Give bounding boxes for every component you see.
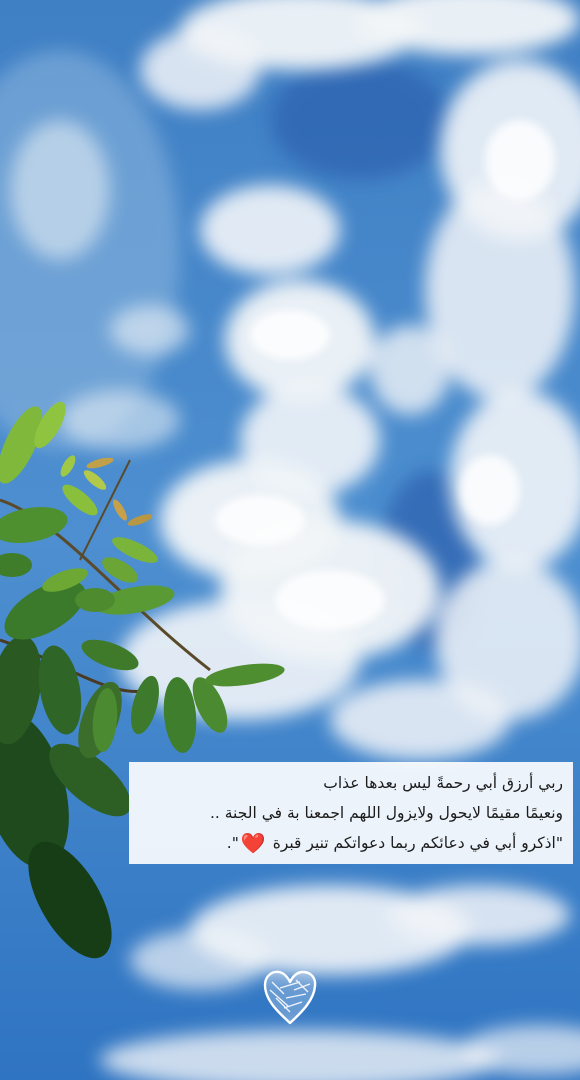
red-heart-icon: ❤️ (240, 831, 266, 855)
caption-line-2: ونعيمًا مقيمًا لايحول ولايزول اللهم اجمعنا بة في الجنة .. (209, 804, 563, 822)
caption-line-3-text: "اذكرو أبي في دعائكم ربما دعواتكم تنير قبرة (272, 834, 563, 852)
caption-box (129, 762, 573, 864)
caption-line-3-end: ". (226, 834, 239, 852)
caption-line-3 (139, 828, 563, 858)
hand-drawn-heart-icon (262, 968, 318, 1026)
caption-line-1: ربي أرزق أبي رحمةً ليس بعدها عذاب (323, 774, 563, 792)
